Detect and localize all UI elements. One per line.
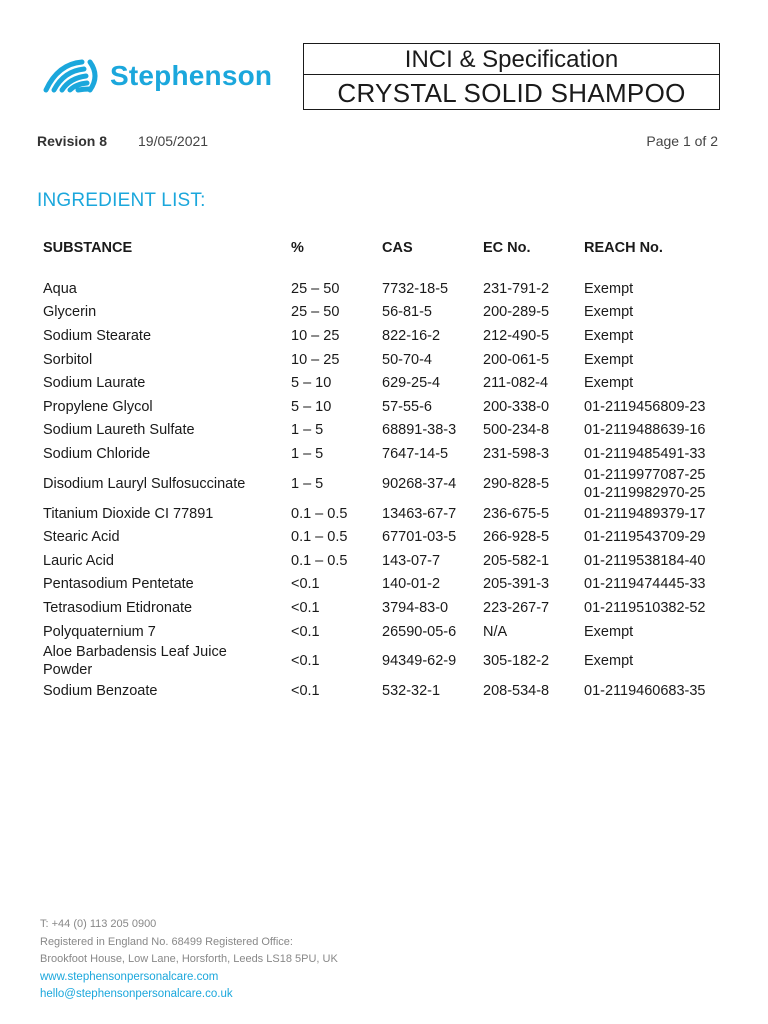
substance-cell: Lauric Acid (43, 552, 114, 569)
reach-no-cell: 01-2119460683-35 (584, 683, 706, 700)
ec-no-cell: 236-675-5 (483, 505, 550, 522)
ec-no-cell: 231-791-2 (483, 280, 550, 297)
cas-cell: 90268-37-4 (382, 475, 457, 492)
header-reach-no: REACH No. (584, 240, 663, 256)
percent-cell: 0.1 – 0.5 (291, 529, 348, 546)
cas-cell: 629-25-4 (382, 375, 441, 392)
reach-no-cell: 01-2119485491-33 (584, 445, 706, 462)
table-row (37, 324, 727, 348)
substance-cell: Glycerin (43, 304, 97, 321)
stephenson-waves-logo-icon (40, 56, 102, 96)
table-row (37, 620, 727, 644)
table-row (37, 643, 727, 679)
ec-no-cell: 231-598-3 (483, 445, 550, 462)
reach-no-cell: 01-2119510382-52 (584, 599, 706, 616)
cas-cell: 7732-18-5 (382, 280, 449, 297)
reach-no-cell: Exempt (584, 653, 634, 670)
ec-no-cell: 205-582-1 (483, 552, 550, 569)
table-row (37, 371, 727, 395)
ingredient-table-body (37, 260, 727, 703)
cas-cell: 56-81-5 (382, 304, 432, 321)
footer (40, 916, 338, 1004)
percent-cell: <0.1 (291, 653, 320, 670)
ec-no-cell: 305-182-2 (483, 653, 550, 670)
table-row (37, 596, 727, 620)
table-row (37, 395, 727, 419)
footer-phone: T: +44 (0) 113 205 0900 (40, 918, 157, 930)
header-substance: SUBSTANCE (43, 240, 133, 256)
reach-no-cell: Exempt (584, 327, 634, 344)
reach-no-cell: 01-2119488639-16 (584, 422, 706, 439)
substance-cell: Stearic Acid (43, 529, 120, 546)
ec-no-cell: 290-828-5 (483, 475, 550, 492)
table-row (37, 277, 727, 301)
revision-line (37, 133, 718, 149)
reach-no-cell: 01-2119543709-29 (584, 529, 706, 546)
percent-cell: 25 – 50 (291, 280, 340, 297)
table-row (37, 525, 727, 549)
substance-cell: Tetrasodium Etidronate (43, 599, 193, 616)
percent-cell: 10 – 25 (291, 327, 340, 344)
percent-cell: <0.1 (291, 623, 320, 640)
substance-cell: Pentasodium Pentetate (43, 576, 194, 593)
page-number: Page 1 of 2 (646, 133, 718, 149)
substance-cell: Polyquaternium 7 (43, 623, 156, 640)
ec-no-cell: 223-267-7 (483, 599, 550, 616)
percent-cell: <0.1 (291, 683, 320, 700)
substance-cell: Sodium Benzoate (43, 683, 158, 700)
cas-cell: 143-07-7 (382, 552, 441, 569)
percent-cell: <0.1 (291, 599, 320, 616)
reach-no-cell: Exempt (584, 623, 634, 640)
substance-cell: Aloe Barbadensis Leaf Juice Powder (43, 644, 227, 679)
ec-no-cell: 212-490-5 (483, 327, 550, 344)
footer-email-link[interactable]: hello@stephensonpersonalcare.co.uk (40, 988, 233, 1000)
table-row (37, 573, 727, 597)
reach-no-cell: 01-2119474445-33 (584, 576, 706, 593)
percent-cell: 1 – 5 (291, 445, 324, 462)
percent-cell: 5 – 10 (291, 398, 332, 415)
percent-cell: <0.1 (291, 576, 320, 593)
ec-no-cell: 200-061-5 (483, 351, 550, 368)
reach-no-cell: 01-2119977087-25 01-2119982970-25 (584, 466, 706, 501)
ec-no-cell: 266-928-5 (483, 529, 550, 546)
substance-cell: Sodium Stearate (43, 327, 152, 344)
cas-cell: 822-16-2 (382, 327, 441, 344)
cas-cell: 7647-14-5 (382, 445, 449, 462)
cas-cell: 67701-03-5 (382, 529, 457, 546)
ec-no-cell: 205-391-3 (483, 576, 550, 593)
table-row (37, 502, 727, 526)
ingredient-table (37, 236, 727, 703)
percent-cell: 25 – 50 (291, 304, 340, 321)
ec-no-cell: N/A (483, 623, 508, 640)
reach-no-cell: Exempt (584, 351, 634, 368)
revision-date: 19/05/2021 (138, 133, 209, 149)
substance-cell: Propylene Glycol (43, 398, 153, 415)
ec-no-cell: 200-289-5 (483, 304, 550, 321)
cas-cell: 94349-62-9 (382, 653, 457, 670)
cas-cell: 50-70-4 (382, 351, 432, 368)
substance-cell: Aqua (43, 280, 77, 297)
table-row (37, 301, 727, 325)
cas-cell: 26590-05-6 (382, 623, 457, 640)
table-header-row (37, 236, 727, 260)
footer-registration: Registered in England No. 68499 Registered Office: (40, 935, 293, 948)
substance-cell: Sodium Laureth Sulfate (43, 422, 195, 439)
ec-no-cell: 208-534-8 (483, 683, 550, 700)
brand-name: Stephenson (110, 60, 273, 91)
reach-no-cell: Exempt (584, 375, 634, 392)
cas-cell: 68891-38-3 (382, 422, 457, 439)
product-name-title: CRYSTAL SOLID SHAMPOO (337, 78, 686, 108)
percent-cell: 10 – 25 (291, 351, 340, 368)
header-percent: % (291, 240, 304, 256)
reach-no-cell: 01-2119538184-40 (584, 552, 706, 569)
substance-cell: Titanium Dioxide CI 77891 (43, 505, 214, 522)
footer-address: Brookfoot House, Low Lane, Horsforth, Leeds LS18 5PU, UK (40, 953, 338, 965)
ec-no-cell: 211-082-4 (483, 375, 549, 392)
document-title-box (303, 43, 720, 110)
substance-cell: Sodium Chloride (43, 445, 151, 462)
table-row (37, 419, 727, 443)
ec-no-cell: 200-338-0 (483, 398, 550, 415)
reach-no-cell: Exempt (584, 304, 634, 321)
table-row (37, 466, 727, 502)
percent-cell: 0.1 – 0.5 (291, 505, 348, 522)
header-cas: CAS (382, 240, 413, 256)
substance-cell: Disodium Lauryl Sulfosuccinate (43, 475, 246, 492)
ec-no-cell: 500-234-8 (483, 422, 550, 439)
percent-cell: 5 – 10 (291, 375, 332, 392)
percent-cell: 0.1 – 0.5 (291, 552, 348, 569)
reach-no-cell: 01-2119489379-17 (584, 505, 706, 522)
header-ec-no: EC No. (483, 240, 531, 256)
cas-cell: 532-32-1 (382, 683, 441, 700)
cas-cell: 57-55-6 (382, 398, 432, 415)
reach-no-cell: 01-2119456809-23 (584, 398, 706, 415)
document-type-title: INCI & Specification (304, 44, 719, 75)
revision-label: Revision 8 (37, 133, 108, 149)
cas-cell: 3794-83-0 (382, 599, 449, 616)
cas-cell: 140-01-2 (382, 576, 441, 593)
footer-website-link[interactable]: www.stephensonpersonalcare.com (40, 970, 219, 983)
stephenson-logo (40, 56, 272, 96)
section-heading: INGREDIENT LIST: (37, 190, 206, 211)
cas-cell: 13463-67-7 (382, 505, 457, 522)
percent-cell: 1 – 5 (291, 475, 324, 492)
table-row (37, 348, 727, 372)
table-row (37, 442, 727, 466)
reach-no-cell: Exempt (584, 280, 634, 297)
substance-cell: Sodium Laurate (43, 375, 146, 392)
percent-cell: 1 – 5 (291, 422, 324, 439)
substance-cell: Sorbitol (43, 351, 93, 368)
table-row (37, 549, 727, 573)
table-row (37, 679, 727, 703)
